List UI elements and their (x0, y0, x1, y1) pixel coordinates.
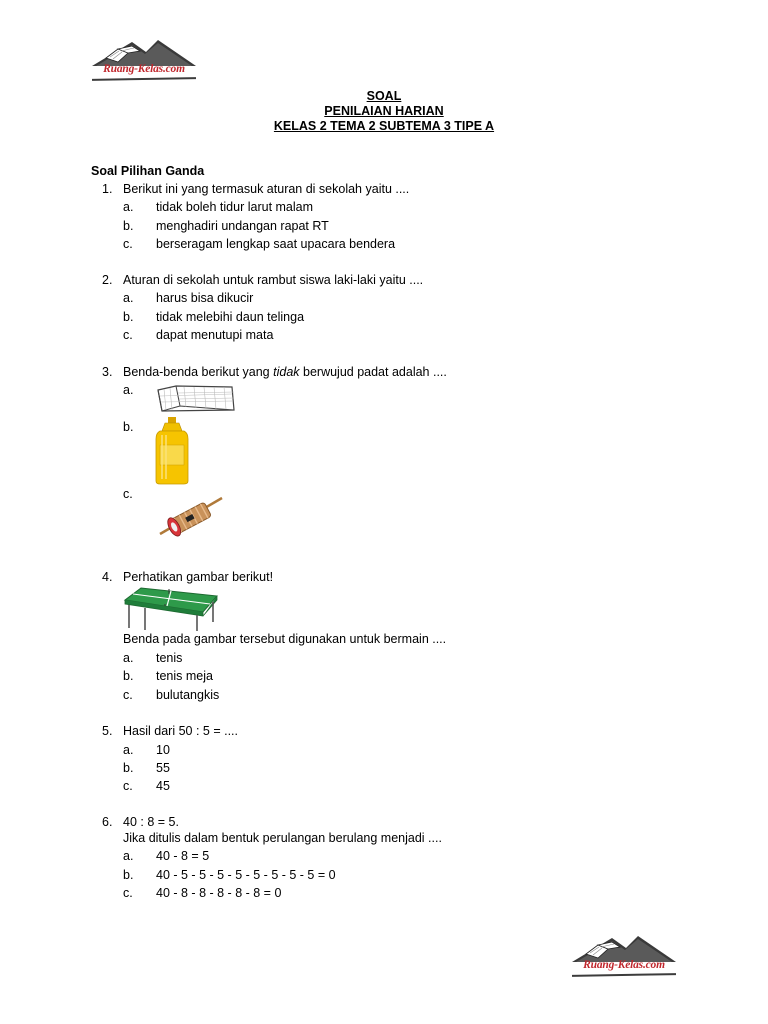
doc-class-line: KELAS 2 TEMA 2 SUBTEMA 3 TIPE A (273, 119, 495, 133)
section-heading: Soal Pilihan Ganda (91, 164, 205, 178)
question-text-part: Benda-benda berikut yang (123, 365, 274, 379)
logo-text: Ruang-Kelas.com (103, 63, 185, 75)
option-letter: a. (123, 200, 134, 214)
option-letter: b. (123, 219, 134, 233)
question-text: 40 : 8 = 5. (123, 815, 179, 829)
doc-title: SOAL (366, 89, 402, 103)
option-text: harus bisa dikucir (156, 291, 254, 305)
option-text: tidak melebihi daun telinga (156, 310, 305, 324)
option-text: tidak boleh tidur larut malam (156, 200, 314, 214)
option-text: menghadiri undangan rapat RT (156, 219, 329, 233)
option-text: bulutangkis (156, 688, 220, 702)
question-text: Perhatikan gambar berikut! (123, 570, 274, 584)
question-number: 4. (102, 570, 113, 584)
option-text: tenis meja (156, 669, 213, 683)
option-letter: b. (123, 669, 134, 683)
option-text: 55 (156, 761, 170, 775)
question-text: Benda pada gambar tersebut digunakan untuk bermain .... (123, 632, 447, 646)
option-letter: c. (123, 487, 133, 501)
question-text: Jika ditulis dalam bentuk perulangan berulang menjadi .... (123, 831, 442, 845)
option-text: 40 - 8 = 5 (156, 849, 210, 863)
option-letter: b. (123, 868, 134, 882)
option-letter: b. (123, 310, 134, 324)
option-letter: a. (123, 743, 134, 757)
option-text: tenis (156, 651, 183, 665)
option-text: 40 - 5 - 5 - 5 - 5 - 5 - 5 - 5 - 5 = 0 (156, 868, 336, 882)
question-text: Aturan di sekolah untuk rambut siswa laki-laki yaitu .... (123, 273, 424, 287)
option-letter: a. (123, 291, 134, 305)
option-letter: c. (123, 886, 133, 900)
goal-net-image (154, 384, 236, 414)
option-text: dapat menutupi mata (156, 328, 274, 342)
question-number: 2. (102, 273, 113, 287)
question-number: 1. (102, 182, 113, 196)
option-letter: c. (123, 237, 133, 251)
question-text: Berikut ini yang termasuk aturan di sekolah yaitu .... (123, 182, 410, 196)
option-letter: c. (123, 688, 133, 702)
option-letter: c. (123, 328, 133, 342)
question-text-emphasis: tidak (273, 365, 300, 379)
option-text: berseragam lengkap saat upacara bendera (156, 237, 396, 251)
logo-underline (572, 973, 676, 977)
option-text: 10 (156, 743, 170, 757)
question-number: 3. (102, 365, 113, 379)
option-text: 45 (156, 779, 170, 793)
kite-string-spool-image (156, 494, 226, 538)
option-letter: b. (123, 420, 134, 434)
option-text: 40 - 8 - 8 - 8 - 8 - 8 = 0 (156, 886, 282, 900)
logo-underline (92, 77, 196, 81)
logo-text: Ruang-Kelas.com (583, 959, 665, 971)
option-letter: a. (123, 651, 134, 665)
question-text: Hasil dari 50 : 5 = .... (123, 724, 238, 738)
option-letter: a. (123, 849, 134, 863)
option-letter: a. (123, 383, 134, 397)
question-number: 5. (102, 724, 113, 738)
site-logo-top (88, 36, 200, 88)
option-letter: c. (123, 779, 133, 793)
question-number: 6. (102, 815, 113, 829)
question-text-part: berwujud padat adalah .... (299, 365, 447, 379)
ping-pong-table-image (123, 586, 219, 632)
doc-subtitle: PENILAIAN HARIAN (324, 104, 444, 118)
cooking-oil-bottle-image (154, 417, 190, 485)
option-letter: b. (123, 761, 134, 775)
question-text (123, 365, 447, 379)
site-logo-bottom (568, 932, 680, 984)
